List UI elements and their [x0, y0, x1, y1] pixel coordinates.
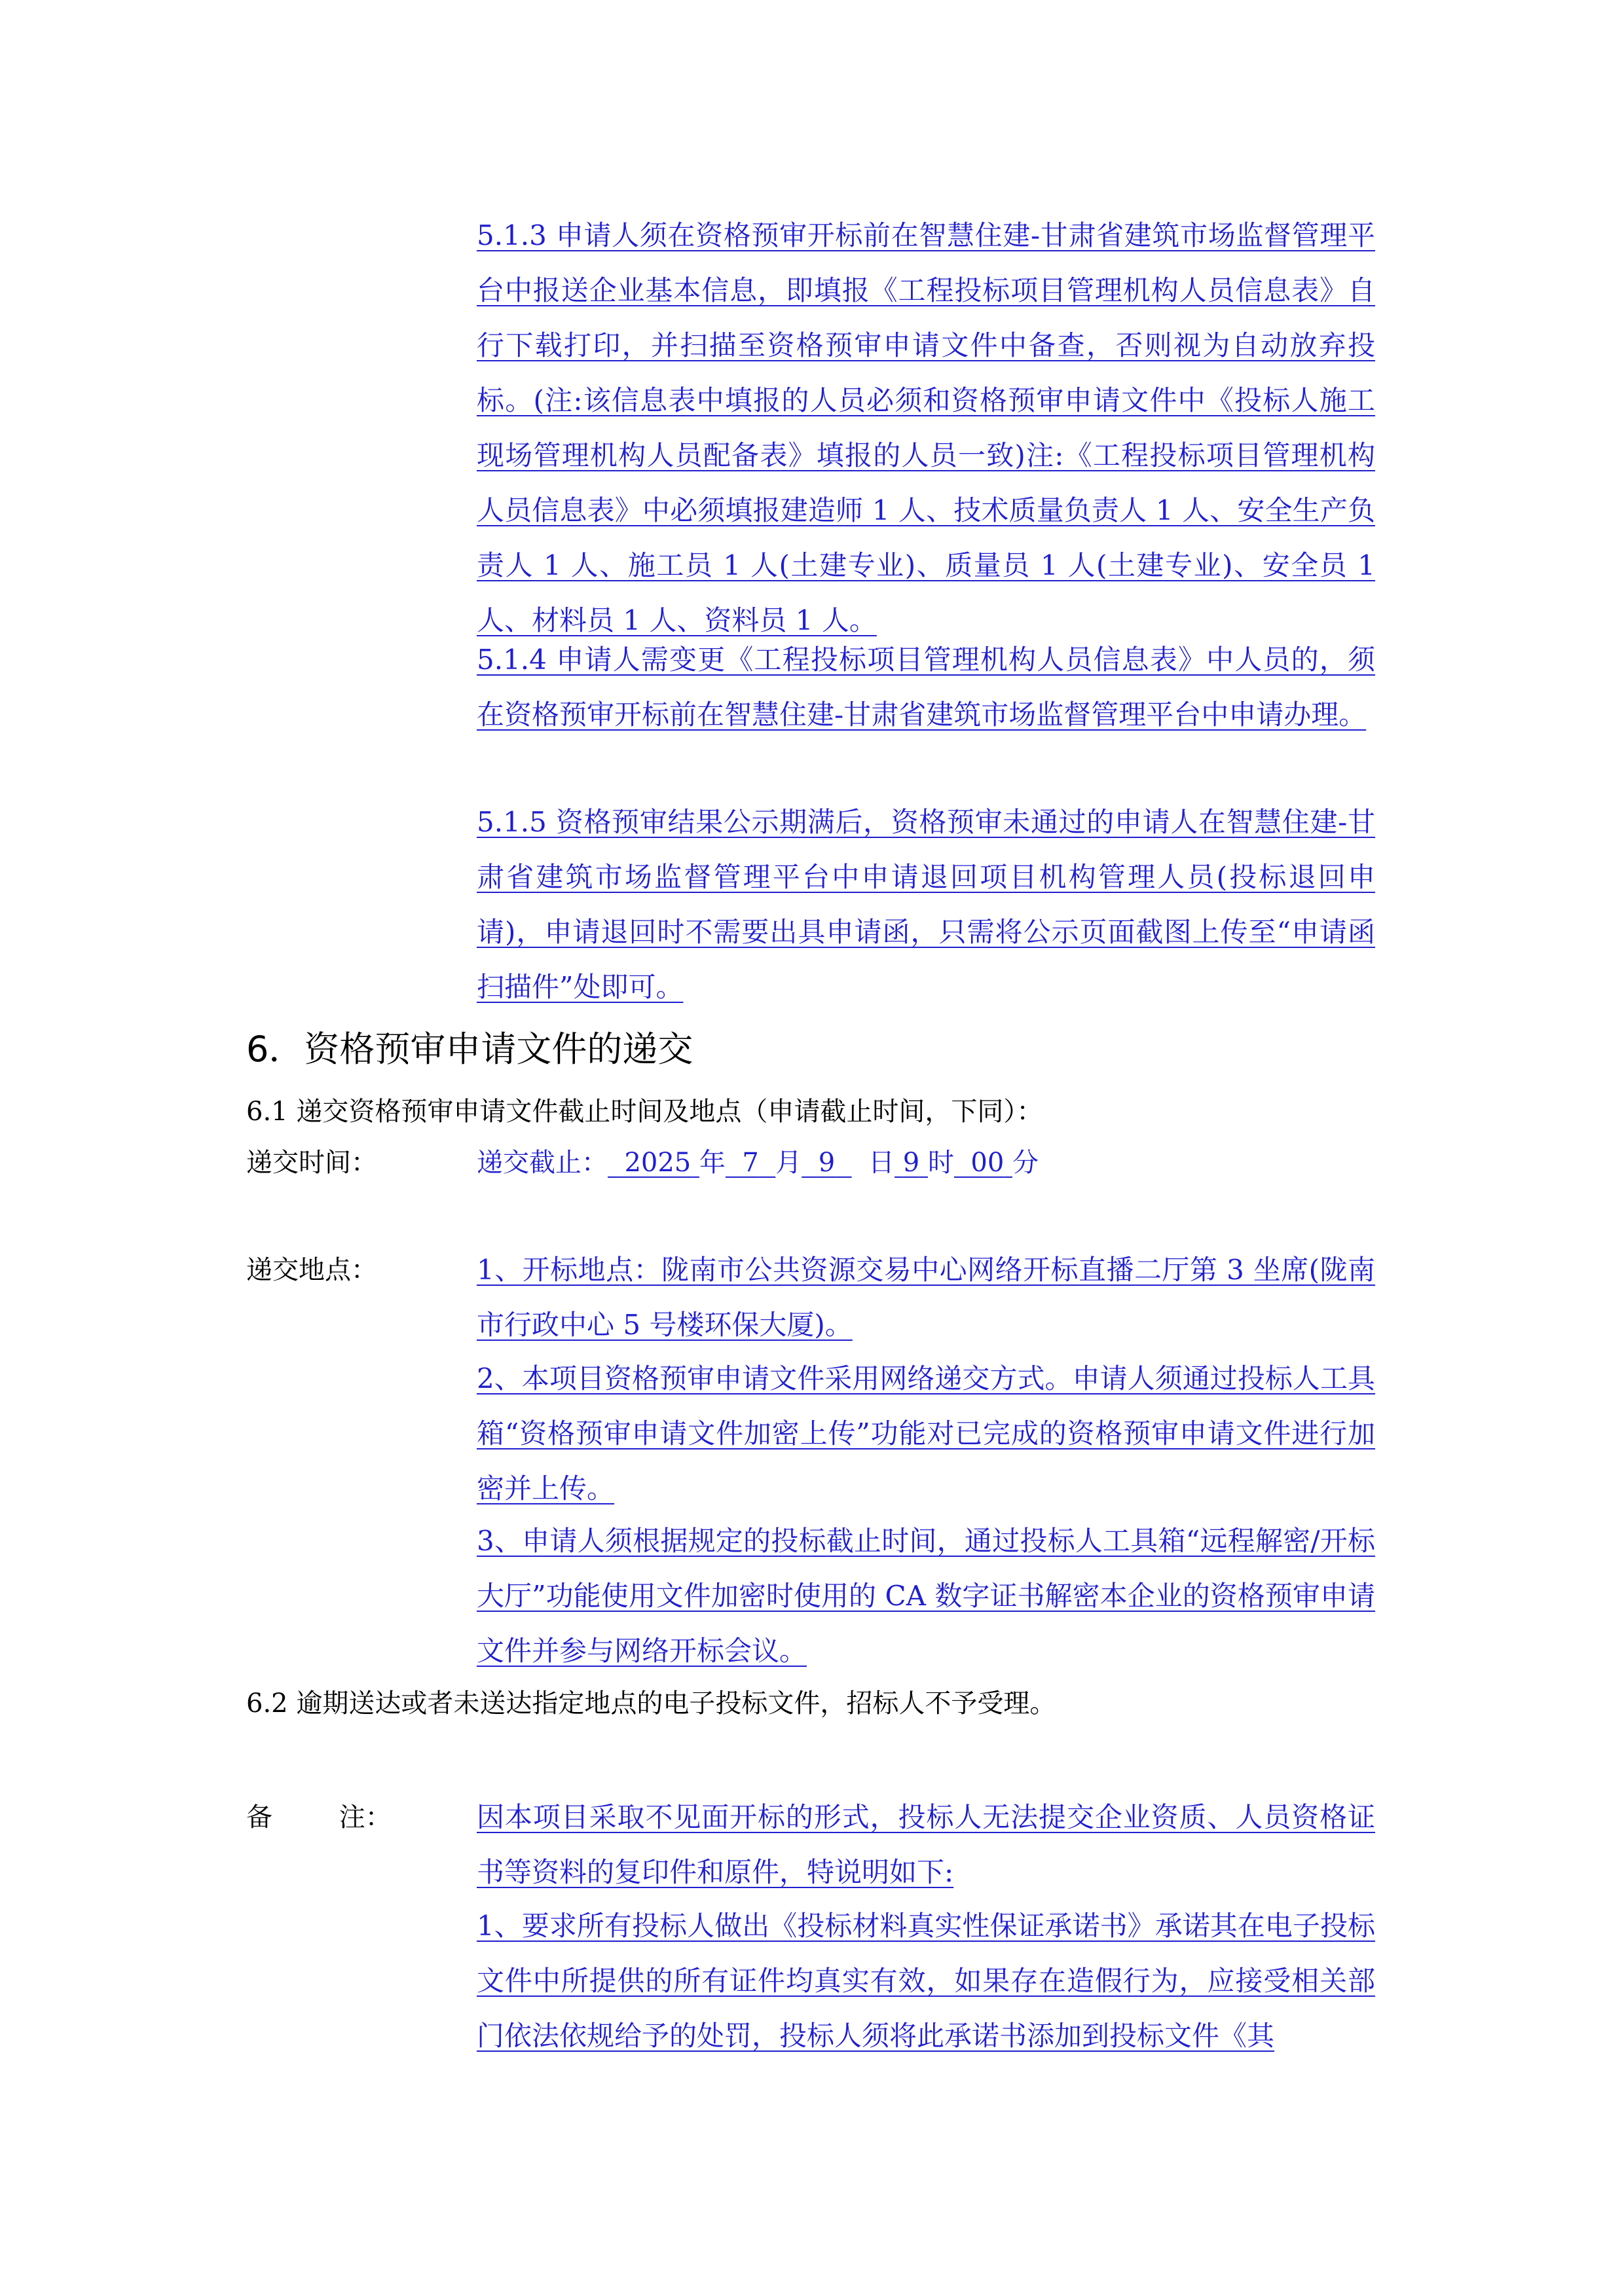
day-unit: 日 [868, 1148, 895, 1178]
note-intro [477, 1790, 1375, 1900]
submission-place-label: 递交地点： [246, 1255, 377, 1285]
year-unit: 年 [699, 1148, 726, 1178]
note-label: 备 注： [246, 1802, 392, 1832]
clause-5-1-5-text: 5.1.5 资格预审结果公示期满后，资格预审未通过的申请人在智慧住建-甘肃省建筑市场监督管理平台中申请退回项目机构管理人员(投标退回申请)，申请退回时不需要出具申请函，只需将公示页面截图上传至“申请函扫描件”处即可。 [477, 806, 1375, 1003]
clause-5-1-4-text: 5.1.4 申请人需变更《工程投标项目管理机构人员信息表》中人员的，须在资格预审开标前在智慧住建-甘肃省建筑市场监督管理平台中申请办理。 [477, 644, 1375, 731]
clause-5-1-5 [477, 795, 1375, 1015]
note-item-1-text: 1、要求所有投标人做出《投标材料真实性保证承诺书》承诺其在电子投标文件中所提供的所有证件均真实有效，如果存在造假行为，应接受相关部门依法依规给予的处罚，投标人须将此承诺书添加到投标文件《其 [477, 1910, 1375, 2052]
place-item-3-text: 3、申请人须根据规定的投标截止时间，通过投标人工具箱“远程解密/开标大厅”功能使用文件加密时使用的 CA 数字证书解密本企业的资格预审申请文件并参与网络开标会议。 [477, 1525, 1375, 1667]
place-item-1 [477, 1243, 1375, 1353]
submission-time-label: 递交时间： [246, 1148, 377, 1178]
deadline-prefix: 递交截止： [477, 1148, 608, 1178]
place-item-2 [477, 1351, 1375, 1516]
month-unit: 月 [775, 1148, 802, 1178]
note-intro-text: 因本项目采取不见面开标的形式，投标人无法提交企业资质、人员资格证书等资料的复印件和原件，特说明如下: [477, 1801, 1375, 1888]
place-item-2-text: 2、本项目资格预审申请文件采用网络递交方式。申请人须通过投标人工具箱“资格预审申请文件加密上传”功能对已完成的资格预审申请文件进行加密并上传。 [477, 1362, 1375, 1504]
clause-6-1: 6.1 递交资格预审申请文件截止时间及地点（申请截止时间，下同）： [246, 1097, 1043, 1127]
section-6-heading: 6．资格预审申请文件的递交 [246, 1029, 693, 1070]
deadline-day: 9 [818, 1148, 836, 1178]
submission-deadline [477, 1143, 1039, 1182]
place-item-3 [477, 1514, 1375, 1679]
place-item-1-text: 1、开标地点：陇南市公共资源交易中心网络开标直播二厅第 3 坐席(陇南市行政中心 5 号楼环保大厦)。 [477, 1254, 1375, 1341]
deadline-month: 7 [742, 1148, 759, 1178]
clause-5-1-3-text: 5.1.3 申请人须在资格预审开标前在智慧住建-甘肃省建筑市场监督管理平台中报送企业基本信息，即填报《工程投标项目管理机构人员信息表》自行下载打印，并扫描至资格预审申请文件中备查，否则视为自动放弃投标。(注:该信息表中填报的人员必须和资格预审申请文件中《投标人施工现场管理机构人员配备表》填报的人员一致)注:《工程投标项目管理机构人员信息表》中必须填报建造师 1 人、技术质量负责人 1 人、安全生产负责人 1 人、施工员 1 人(土建专业)、质量员 1 人(土建专业)、安全员 1 人、材料员 1 人、资料员 1 人。 [477, 219, 1375, 636]
note-item-1 [477, 1899, 1375, 2064]
hour-unit: 时 [927, 1148, 954, 1178]
clause-5-1-4 [477, 632, 1375, 742]
deadline-year: 2025 [624, 1148, 692, 1178]
minute-unit: 分 [1012, 1148, 1039, 1178]
clause-6-2: 6.2 逾期送达或者未送达指定地点的电子投标文件，招标人不予受理。 [246, 1688, 1056, 1719]
deadline-minute: 00 [970, 1148, 1005, 1178]
deadline-hour: 9 [902, 1148, 920, 1178]
clause-5-1-3 [477, 208, 1375, 648]
